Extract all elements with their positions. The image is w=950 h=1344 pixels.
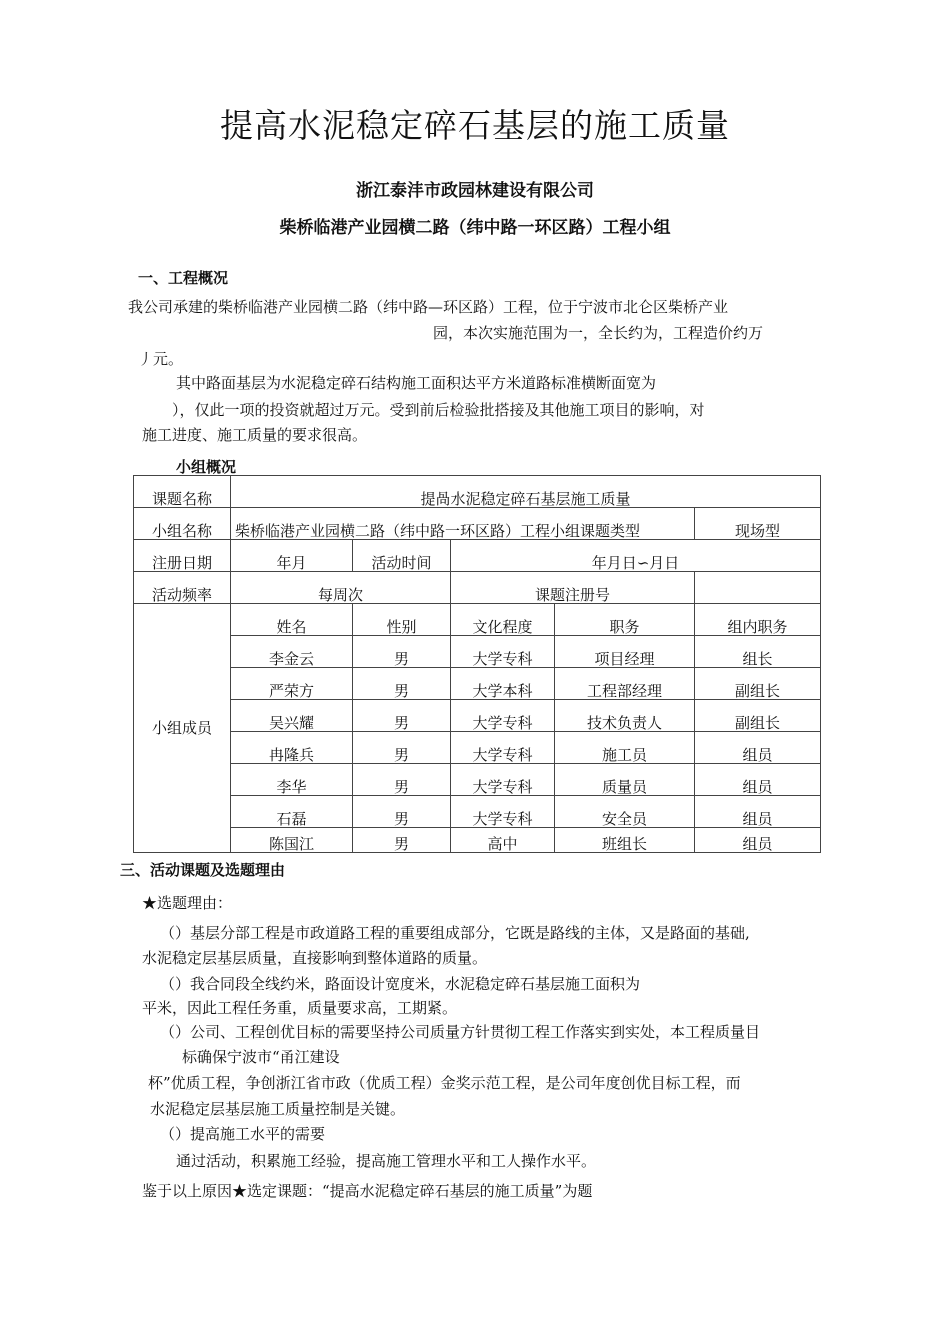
member-name: 陈国江	[231, 828, 353, 853]
reason4-line2: 通过活动，积累施工经验，提高施工管理水平和工人操作水平。	[176, 1152, 597, 1170]
frequency-value: 每周次	[231, 572, 451, 604]
member-row	[134, 828, 821, 853]
member-education: 大学专科	[451, 732, 555, 764]
member-group-role: 副组长	[695, 668, 821, 700]
topic-type-value: 现场型	[695, 508, 821, 540]
member-group-role: 组员	[695, 764, 821, 796]
member-row	[134, 700, 821, 732]
member-position: 技术负责人	[555, 700, 695, 732]
member-name: 冉隆兵	[231, 732, 353, 764]
member-row	[134, 764, 821, 796]
reg-number-label: 课题注册号	[451, 572, 695, 604]
document-title: 提高水泥稳定碎石基层的施工质量	[220, 106, 730, 145]
members-label: 小组成员	[134, 604, 231, 853]
activity-time-label: 活动时间	[353, 540, 451, 572]
table-row	[134, 572, 821, 604]
member-name: 李华	[231, 764, 353, 796]
reason3-line4: 水泥稳定层基层施工质量控制是关键。	[150, 1100, 406, 1118]
reg-date-label: 注册日期	[134, 540, 231, 572]
member-group-role: 组员	[695, 732, 821, 764]
column-header-name: 姓名	[231, 604, 353, 636]
overview-paragraph2-line3: 施工进度、施工质量的要求很高。	[142, 426, 368, 444]
member-position: 安全员	[555, 796, 695, 828]
member-row	[134, 668, 821, 700]
reason2-line1: （）我合同段全线约米，路面设计宽度米，水泥稳定碎石基层施工面积为	[160, 975, 641, 993]
member-group-role: 组长	[695, 636, 821, 668]
group-heading: 小组概况	[176, 458, 237, 476]
column-header-group-role: 组内职务	[695, 604, 821, 636]
member-position: 项目经理	[555, 636, 695, 668]
table-row	[134, 476, 821, 508]
member-position: 质量员	[555, 764, 695, 796]
company-name: 浙江泰沣市政园林建设有限公司	[356, 181, 594, 201]
column-header-gender: 性别	[353, 604, 451, 636]
overview-paragraph1-line2: 园，本次实施范围为一，全长约为，工程造价约万	[433, 324, 764, 342]
member-education: 大学专科	[451, 636, 555, 668]
table-row	[134, 540, 821, 572]
group-info-table	[133, 475, 821, 853]
section1-heading: 一、工程概况	[138, 269, 229, 287]
member-gender: 男	[353, 700, 451, 732]
frequency-label: 活动频率	[134, 572, 231, 604]
member-position: 施工员	[555, 732, 695, 764]
member-name: 严荣方	[231, 668, 353, 700]
member-education: 大学专科	[451, 700, 555, 732]
topic-value: 提咼水泥稳定碎石基层施工质量	[231, 476, 821, 508]
column-header-position: 职务	[555, 604, 695, 636]
reason3-line1: （）公司、工程创优目标的需要坚持公司质量方针贯彻工程工作落实到实处，本工程质量目	[160, 1023, 761, 1041]
member-name: 李金云	[231, 636, 353, 668]
member-position: 班组长	[555, 828, 695, 853]
reason2-line2: 平米，因此工程任务重，质量要求高，工期紧。	[142, 999, 458, 1017]
reg-number-value	[695, 572, 821, 604]
member-row	[134, 732, 821, 764]
member-position: 工程部经理	[555, 668, 695, 700]
member-gender: 男	[353, 668, 451, 700]
member-gender: 男	[353, 764, 451, 796]
member-name: 吴兴耀	[231, 700, 353, 732]
section3-heading: 三、活动课题及选题理由	[120, 861, 286, 879]
overview-paragraph2-line2: ），仅此一项的投资就超过万元。受到前后检验批搭接及其他施工项目的影响，对	[172, 401, 705, 419]
table-row	[134, 604, 821, 636]
member-gender: 男	[353, 636, 451, 668]
team-name: 柴桥临港产业园横二路（纬中路一环区路）工程小组	[279, 218, 671, 238]
member-group-role: 组员	[695, 796, 821, 828]
conclusion: 鉴于以上原因★选定课题：“提高水泥稳定碎石基层的施工质量”为题	[142, 1182, 593, 1200]
member-gender: 男	[353, 796, 451, 828]
reason4-line1: （）提高施工水平的需要	[160, 1125, 326, 1143]
table-row	[134, 508, 821, 540]
member-gender: 男	[353, 828, 451, 853]
member-row	[134, 796, 821, 828]
topic-label: 课题名称	[134, 476, 231, 508]
member-name: 石磊	[231, 796, 353, 828]
group-name-value: 柴桥临港产业园横二路（纬中路一环区路）工程小组课题类型	[231, 508, 695, 540]
member-group-role: 副组长	[695, 700, 821, 732]
reason3-line2: 标确保宁波市“甬江建设	[182, 1048, 340, 1066]
member-education: 大学专科	[451, 796, 555, 828]
reason1-line1: （）基层分部工程是市政道路工程的重要组成部分，它既是路线的主体，又是路面的基础,	[160, 924, 750, 942]
overview-paragraph2-line1: 其中路面基层为水泥稳定碎石结构施工面积达平方米道路标准横断面宽为	[176, 374, 657, 392]
member-education: 大学本科	[451, 668, 555, 700]
activity-time-value: 年月日∽月日	[451, 540, 821, 572]
column-header-education: 文化程度	[451, 604, 555, 636]
member-education: 高中	[451, 828, 555, 853]
member-education: 大学专科	[451, 764, 555, 796]
reason1-line2: 水泥稳定层基层质量，直接影响到整体道路的质量。	[142, 949, 488, 967]
overview-paragraph1-line1: 我公司承建的柴桥临港产业园横二路（纬中路—环区路）工程，位于宁波市北仑区柴桥产业	[128, 298, 729, 316]
reason3-line3: 杯”优质工程，争创浙江省市政（优质工程）金奖示范工程，是公司年度创优目标工程，而	[148, 1074, 741, 1092]
reason-title: ★选题理由：	[142, 894, 233, 912]
member-row	[134, 636, 821, 668]
overview-paragraph1-line3: 丿元。	[138, 350, 184, 368]
group-name-label: 小组名称	[134, 508, 231, 540]
member-group-role: 组员	[695, 828, 821, 853]
reg-date-value: 年月	[231, 540, 353, 572]
member-gender: 男	[353, 732, 451, 764]
